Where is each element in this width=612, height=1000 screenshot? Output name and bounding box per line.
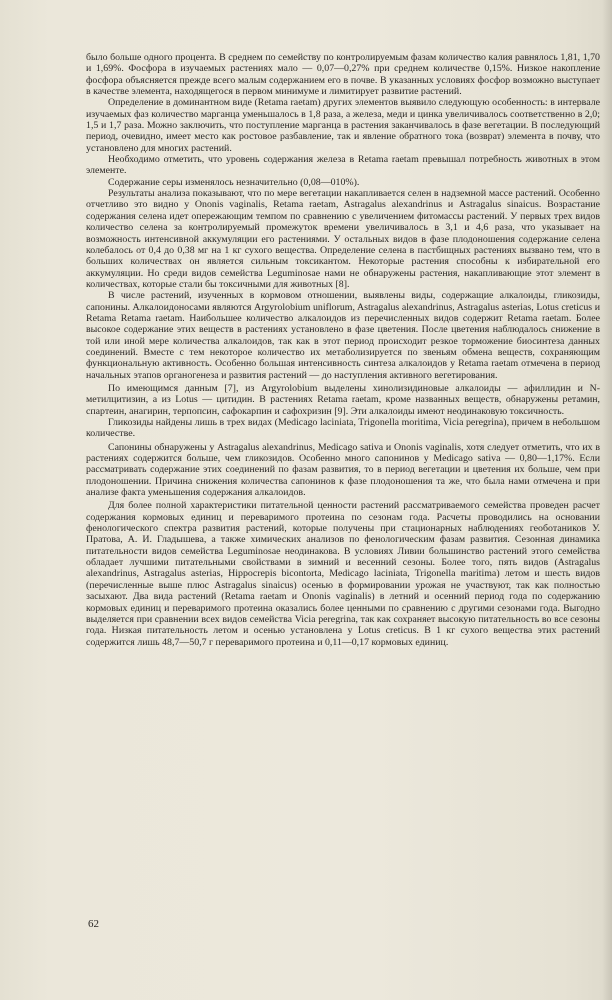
paragraph: Необходимо отметить, что уровень содержания железа в Retama raetam превышал потребность животных в этом элементе.	[86, 154, 600, 177]
paragraph: было больше одного процента. В среднем по семейству по контролируемым фазам количество калия равнялось 1,81, 1,70 и 1,69%. Фосфора в изучаемых растениях мало — 0,07—0,27% при среднем количестве 0,15%. Низкое накопление фосфора объясняется прежде всего малым содержанием его в почве. В указанных условиях фосфор возможно выступает в качестве элемента, находящегося в первом минимуме и лимитирует развитие растений.	[86, 52, 600, 98]
paragraph: В числе растений, изученных в кормовом отношении, выявлены виды, содержащие алкалоиды, гликозиды, сапонины. Алкалоидоносами являются Argyrolobium uniflorum, Astragalus alexandrinus, Astragalus asterias, Lotus creticus и Retama Retama raetam. Наибольшее количество алкалоидов из перечисленных видов содержит Retama raetam. Более высокое содержание этих веществ в растениях установлено в фазе цветения. После цветения наблюдалось снижение в той или иной мере количества алкалоидов, так как в этот период происходит резкое торможение биосинтеза данных соединений. Вместе с тем некоторое количество их метаболизируется по звеньям обмена веществ, сохраняющим функциональную активность. Особенно большая интенсивность синтеза алкалоидов у Retama raetam отмечена в период начальных этапов органогенеза и развития растений — до наступления активного вегетирования.	[86, 290, 600, 381]
paragraph: Сапонины обнаружены у Astragalus alexandrinus, Medicago sativa и Ononis vaginalis, хотя следует отметить, что их в растениях содержится больше, чем гликозидов. Особенно много сапонинов у Medicago sativa — 0,80—1,17%. Если рассматривать содержание этих соединений по фазам развития, то в период вегетации и цветения их больше, чем при плодоношении. Причина снижения количества сапонинов к фазе плодоношения та же, что была нами отмечена и при анализе факта уменьшения содержания алкалоидов.	[86, 441, 600, 499]
paragraph: Гликозиды найдены лишь в трех видах (Medicago laciniata, Trigonella moritima, Vicia peregrina), причем в небольшом количестве.	[86, 417, 600, 440]
page-number: 62	[88, 918, 99, 930]
paragraph: Содержание серы изменялось незначительно (0,08—010%).	[108, 176, 360, 188]
paragraph: По имеющимся данным [7], из Argyrolobium выделены хинолизидиновые алкалоиды — афиллидин и N-метилцитизин, а из Lotus — цитидин. В растениях Retama raetam, кроме названных веществ, обнаружены ретамин, спартеин, анагирин, терпопсин, сафокарпин и сафохризин [9]. Эти алкалоиды имеют неодинаковую токсичность.	[86, 382, 600, 417]
paragraph: Результаты анализа показывают, что по мере вегетации накапливается селен в надземной массе растений. Особенно отчетливо это видно у Ononis vaginalis, Retama raetam, Astragalus alexandrinus и Astragalus sinaicus. Возрастание содержания селена идет опережающим темпом по сравнению с увеличением фитомассы растений. У первых трех видов количество селена за контролируемый промежуток времени увеличивалось в 3,1 и 4,6 раза, что указывает на возможность интенсивной аккумуляции его растениями. У остальных видов в фазе плодоношения содержание селена колебалось от 0,4 до 0,38 мг на 1 кг сухого вещества. Определение селена в пастбищных растениях вызвано тем, что в больших количествах он является сильным токсикантом. Некоторые растения способны к избирательной его аккумуляции. Но среди видов семейства Leguminosae нами не обнаружены растения, накапливающие этот элемент в количествах, которые стали бы токсичными для животных [8].	[86, 188, 600, 290]
body-text	[86, 52, 600, 648]
page-edge-shadow	[602, 0, 612, 1000]
paragraph: Определение в доминантном виде (Retama raetam) других элементов выявило следующую особенность: в интервале изучаемых фаз количество марганца уменьшалось в 1,8 раза, а железа, меди и цинка увеличивалось соответственно в 2,0; 1,5 и 1,7 раза. Можно заключить, что поступление марганца в растения заканчивалось в фазе вегетации. В последующий период, очевидно, имеет место как ростовое разбавление, так и явление обратного тока (возврат) элемента в почву, что установлено для многих растений.	[86, 97, 600, 154]
paragraph: Для более полной характеристики питательной ценности растений рассматриваемого семейства проведен расчет содержания кормовых единиц и переваримого протеина по сезонам года. Расчеты проводились на основании фенологического спектра развития растений, которые получены при стационарных наблюдениях геоботаников У. Пратова, А. И. Гладышева, а также химических анализов по фенологическим фазам развития. Сезонная динамика питательности видов семейства Leguminosae неодинакова. В условиях Ливии большинство растений этого семейства обладает лучшими питательными свойствами в зимний и весенний сезоны. Более того, пять видов (Astragalus alexandrinus, Astragalus asterias, Hippocrepis bicontorta, Medicago laciniata, Trigonella maritima) летом и шесть видов (перечисленные выше плюс Astragalus sinaicus) осенью в формировании урожая не участвуют, так как полностью засыхают. Два вида растений (Retama raetam и Ononis vaginalis) в летний и осенний период года по содержанию кормовых единиц и переваримого протеина оказались более ценными по сравнению с другими сезонами года. Выгодно выделяется при сравнении всех видов семейства Vicia peregrina, так как сохраняет высокую питательность во все сезоны года. Низкая питательность летом и осенью установлена у Lotus creticus. В 1 кг сухого вещества этих растений содержится лишь 48,7—50,7 г переваримого протеина и 0,11—0,17 кормовых единиц.	[86, 500, 600, 648]
